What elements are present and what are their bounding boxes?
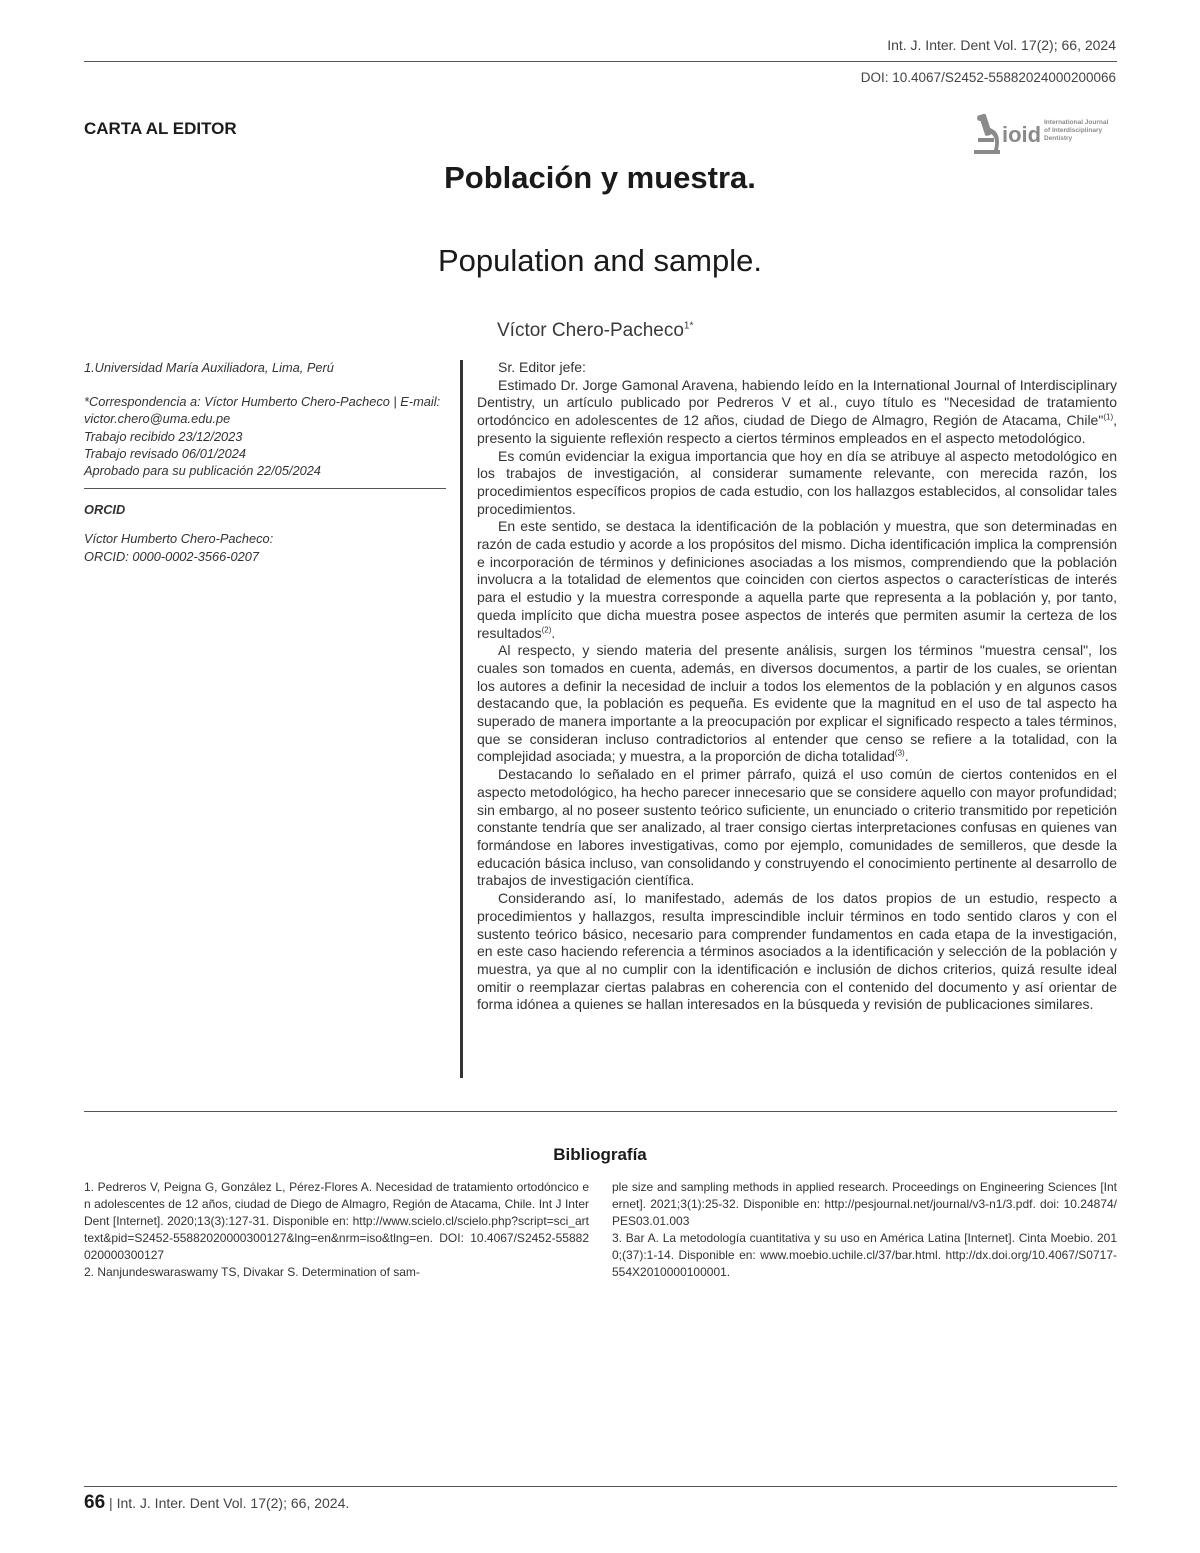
page-number: 66 bbox=[84, 1492, 106, 1513]
correspondence: *Correspondencia a: Víctor Humberto Chero-Pacheco | E-mail: victor.chero@uma.edu.pe bbox=[84, 394, 441, 427]
affiliation-institution: 1.Universidad María Auxiliadora, Lima, Perú bbox=[84, 360, 334, 375]
affiliation-divider bbox=[84, 488, 446, 489]
journal-logo bbox=[968, 110, 1120, 156]
paragraph-4-text: Al respecto, y siendo materia del presente análisis, surgen los términos "muestra censal", los cuales son tomados en cuenta, además, en diversos documentos, a partir de los cuales, se orientan los autores a definir la necesidad de incluir a todos los elementos de la población y en algunos casos destacando que, la población es pequeña. Es evidente que la magnitud en el uso de tal aspecto ha superado de manera importante a la preocupación por explicar el significado respecto a tales términos, que se consideran incluso contradictorios al entender que censo se refiere a la totalidad, con la complejidad asociada; y muestra, a la proporción de dicha totalidad bbox=[477, 642, 1117, 765]
orcid-id: ORCID: 0000-0002-3566-0207 bbox=[84, 548, 260, 564]
orcid-label: ORCID bbox=[84, 502, 126, 518]
approved-date: Aprobado para su publicación 22/05/2024 bbox=[84, 463, 321, 479]
microscope-icon bbox=[968, 110, 1120, 156]
received-date: Trabajo recibido 23/12/2023 bbox=[84, 428, 243, 444]
paragraph-6: Considerando así, lo manifestado, además de los datos propios de un estudio, respecto a procedimientos y hallazgos, resulta imprescindible incluir términos en todo sentido claros y con el sustento teórico básico, necesario para comprender fundamentos en cada etapa de la investigación, en este caso haciendo referencia a términos asociados a la identificación y selección de la población y muestra, ya que al no cumplir con la identificación e inclusión de dichos criterios, quizá resulte ideal omitir o reemplazar ciertas palabras en coherencia con el contenido del documento y así orientar de forma idónea a quienes se hallan interesados en la búsqueda y revisión de publicaciones similares. bbox=[477, 890, 1117, 1013]
bibliography-divider bbox=[84, 1111, 1117, 1112]
orcid-name: Víctor Humberto Chero-Pacheco: bbox=[84, 531, 274, 547]
logo-line-3: Dentistry bbox=[1044, 135, 1073, 142]
paragraph-3-text: En este sentido, se destaca la identificación de la población y muestra, que son determinadas en razón de cada estudio y acorde a los propósitos del mismo. Dicha identificación implica la comprensión e incorporación de términos y definiciones asociadas a los mismos, comprendiendo que la población involucra a la totalidad de elementos que coinciden con ciertos aspectos o características de interés para el estudio y la muestra corresponde a aquella parte que representa a la población y, por tanto, queda implícito que dicha muestra posee aspectos de interés que permiten asumir la certeza de los resultados bbox=[477, 518, 1117, 641]
article-title: Población y muestra. bbox=[444, 160, 756, 195]
references-right bbox=[612, 1179, 1117, 1280]
paragraph-2: Es común evidenciar la exigua importancia que hoy en día se atribuye al aspecto metodológico en los trabajos de investigación, al considerar sumamente relevante, con merecida razón, los procedimientos específicos propios de cada estudio, con los hallazgos establecidos, al consolidar tales procedimientos. bbox=[477, 447, 1117, 517]
journal-reference: Int. J. Inter. Dent Vol. 17(2); 66, 2024 bbox=[887, 37, 1116, 53]
column-divider bbox=[460, 360, 463, 1078]
citation-1: (1) bbox=[1103, 412, 1114, 422]
page-footer bbox=[84, 1492, 349, 1514]
footer-separator: | bbox=[109, 1495, 113, 1511]
citation-2: (2) bbox=[541, 624, 552, 634]
logo-line-1: International Journal bbox=[1044, 119, 1109, 126]
paragraph-1-text: Estimado Dr. Jorge Gamonal Aravena, habiendo leído en la International Journal of Interdisciplinary Dentistry, un artículo publicado por Pedreros V et al., cuyo título es "Necesidad de tratamiento ortodóncico en adolescentes de 12 años, ciudad de Diego de Almagro, Región de Atacama, Chile" bbox=[477, 376, 1117, 429]
footer-citation: Int. J. Inter. Dent Vol. 17(2); 66, 2024. bbox=[116, 1495, 350, 1511]
paragraph-5: Destacando lo señalado en el primer párrafo, quizá el uso común de ciertos contenidos en el aspecto metodológico, ha hecho parecer innecesario que se considere aquello con mayor profundidad; sin embargo, al no poseer sustento teórico suficiente, un enunciado o criterio transmitido por repetición constante tendría que ser analizado, al traer consigo ciertas interpretaciones confusas en quienes van formándose en labores investigativas, como por ejemplo, comunidades de semilleros, que desde la educación básica incluso, van consolidando y construyendo el conocimiento pertinente al desarrollo de trabajos de investigación científica. bbox=[477, 766, 1117, 889]
paragraph-4-end: . bbox=[904, 748, 909, 765]
paragraph-1 bbox=[477, 377, 1117, 448]
paragraph-3-end: . bbox=[551, 624, 556, 641]
header-divider bbox=[84, 61, 1117, 62]
section-label: CARTA AL EDITOR bbox=[84, 119, 237, 138]
reference-2-continued: ple size and sampling methods in applied research. Proceedings on Engineering Sciences [Internet]. 2021;3(1):25-32. Disponible en: http://pesjournal.net/journal/v3-n1/3.pdf. doi: 10.24874/PES03.01.003 bbox=[612, 1180, 1117, 1228]
logo-line-2: of Interdisciplinary bbox=[1044, 127, 1103, 134]
paragraph-3 bbox=[477, 518, 1117, 642]
reference-2: 2. Nanjundeswaraswamy TS, Divakar S. Determination of sam- bbox=[84, 1264, 420, 1279]
logo-mark: ioid bbox=[1002, 122, 1042, 147]
bibliography-title: Bibliografía bbox=[553, 1145, 647, 1164]
paragraph-1-end: , presento la siguiente reflexión respecto a ciertos términos empleados en el aspecto metodológico. bbox=[477, 412, 1117, 446]
revised-date: Trabajo revisado 06/01/2024 bbox=[84, 445, 246, 461]
doi-text: DOI: 10.4067/S2452-55882024000200066 bbox=[860, 70, 1116, 85]
citation-3: (3) bbox=[894, 748, 905, 758]
author-name: Víctor Chero-Pacheco bbox=[497, 320, 684, 341]
greeting: Sr. Editor jefe: bbox=[498, 359, 586, 375]
affiliation-column bbox=[84, 359, 446, 565]
paragraph-4 bbox=[477, 642, 1117, 766]
reference-1: 1. Pedreros V, Peigna G, González L, Pérez-Flores A. Necesidad de tratamiento ortodóncico en adolescentes de 12 años, ciudad de Diego de Almagro, Región de Atacama, Chile. Int J Inter Dent [Internet]. 2020;13(3):127-31. Disponible en: http://www.scielo.cl/scielo.php?script=sci_arttext&pid=S2452-55882020000300127&lng=en&nrm=iso&tlng=en. DOI: 10.4067/S2452-55882020000300127 bbox=[84, 1180, 589, 1262]
footer-divider bbox=[84, 1486, 1117, 1487]
references-left bbox=[84, 1179, 589, 1280]
author-marks: 1* bbox=[683, 320, 694, 332]
letter-body bbox=[477, 359, 1117, 1014]
article-subtitle: Population and sample. bbox=[437, 243, 762, 278]
reference-3: 3. Bar A. La metodología cuantitativa y su uso en América Latina [Internet]. Cinta Moebio. 2010;(37):1-14. Disponible en: www.moebio.uchile.cl/37/bar.html. http://dx.doi.org/10.4067/S0717-554X2010000100001. bbox=[612, 1230, 1117, 1279]
author-line bbox=[497, 320, 693, 342]
